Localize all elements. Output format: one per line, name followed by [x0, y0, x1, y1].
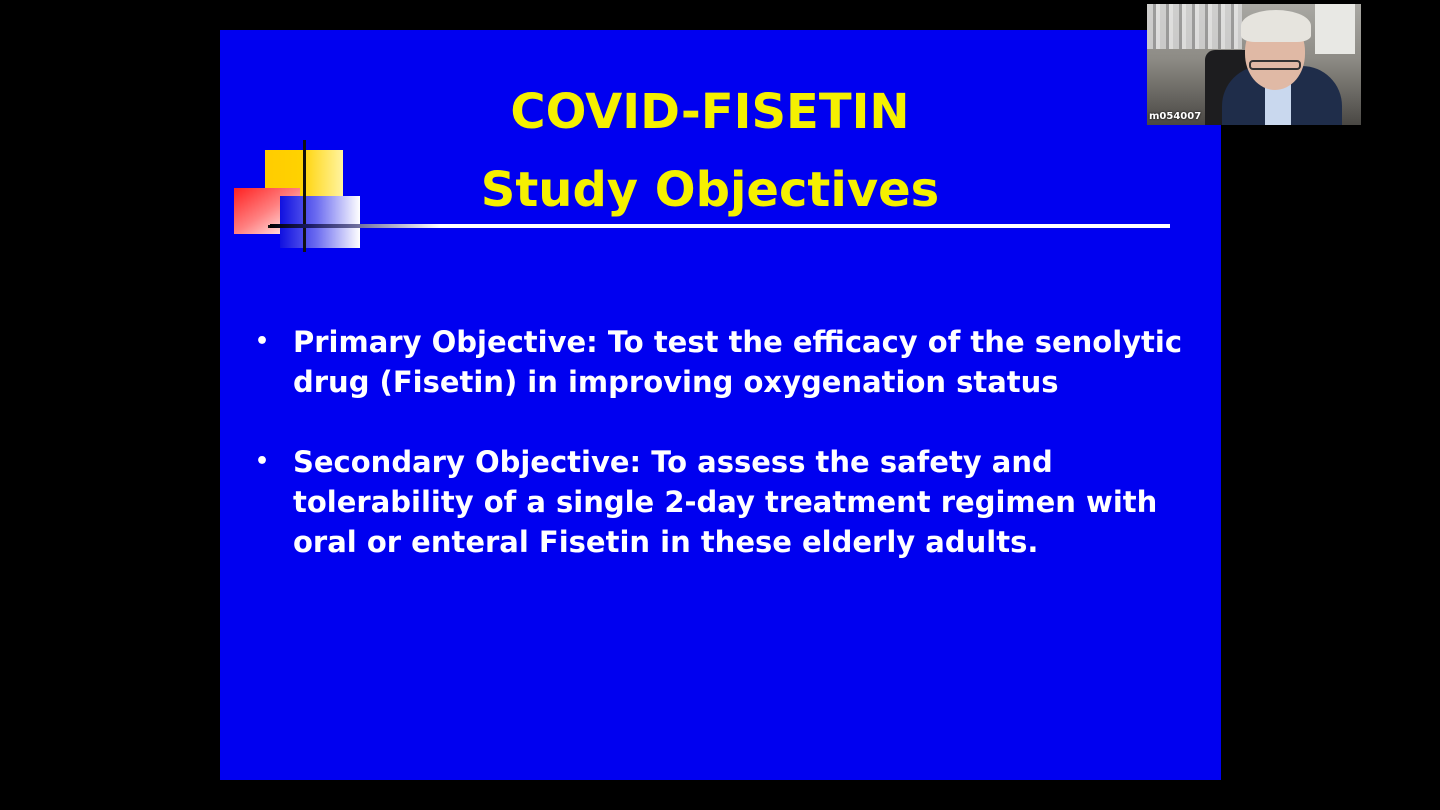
- slide-title-line-1: COVID-FISETIN: [510, 84, 910, 140]
- bullet-marker: •: [255, 329, 270, 354]
- video-person-shirt: [1265, 84, 1291, 125]
- video-window: [1315, 4, 1355, 54]
- participant-video-thumbnail[interactable]: [1147, 4, 1361, 125]
- slide-title-line-2: Study Objectives: [480, 162, 940, 218]
- objectives-list: [255, 322, 1195, 602]
- objective-secondary: [255, 442, 1195, 562]
- bullet-marker: •: [255, 449, 270, 474]
- title-underline-rule: [270, 224, 1170, 228]
- participant-name-label: m054007: [1149, 111, 1202, 122]
- objective-primary-text: Primary Objective: To test the efficacy of the senolytic drug (Fisetin) in improving oxygenation status: [293, 325, 1183, 399]
- decorative-squares-logo: [220, 30, 380, 280]
- video-person-hair: [1241, 10, 1311, 42]
- presentation-slide: [220, 30, 1221, 780]
- video-person-glasses: [1249, 60, 1301, 70]
- blue-square: [280, 196, 360, 248]
- video-bookshelf: [1147, 4, 1242, 49]
- objective-primary: [255, 322, 1195, 402]
- objective-secondary-text: Secondary Objective: To assess the safety and tolerability of a single 2-day treatment regimen with oral or enteral Fisetin in these elderly adults.: [293, 445, 1158, 559]
- vertical-crosshair-line: [303, 140, 306, 252]
